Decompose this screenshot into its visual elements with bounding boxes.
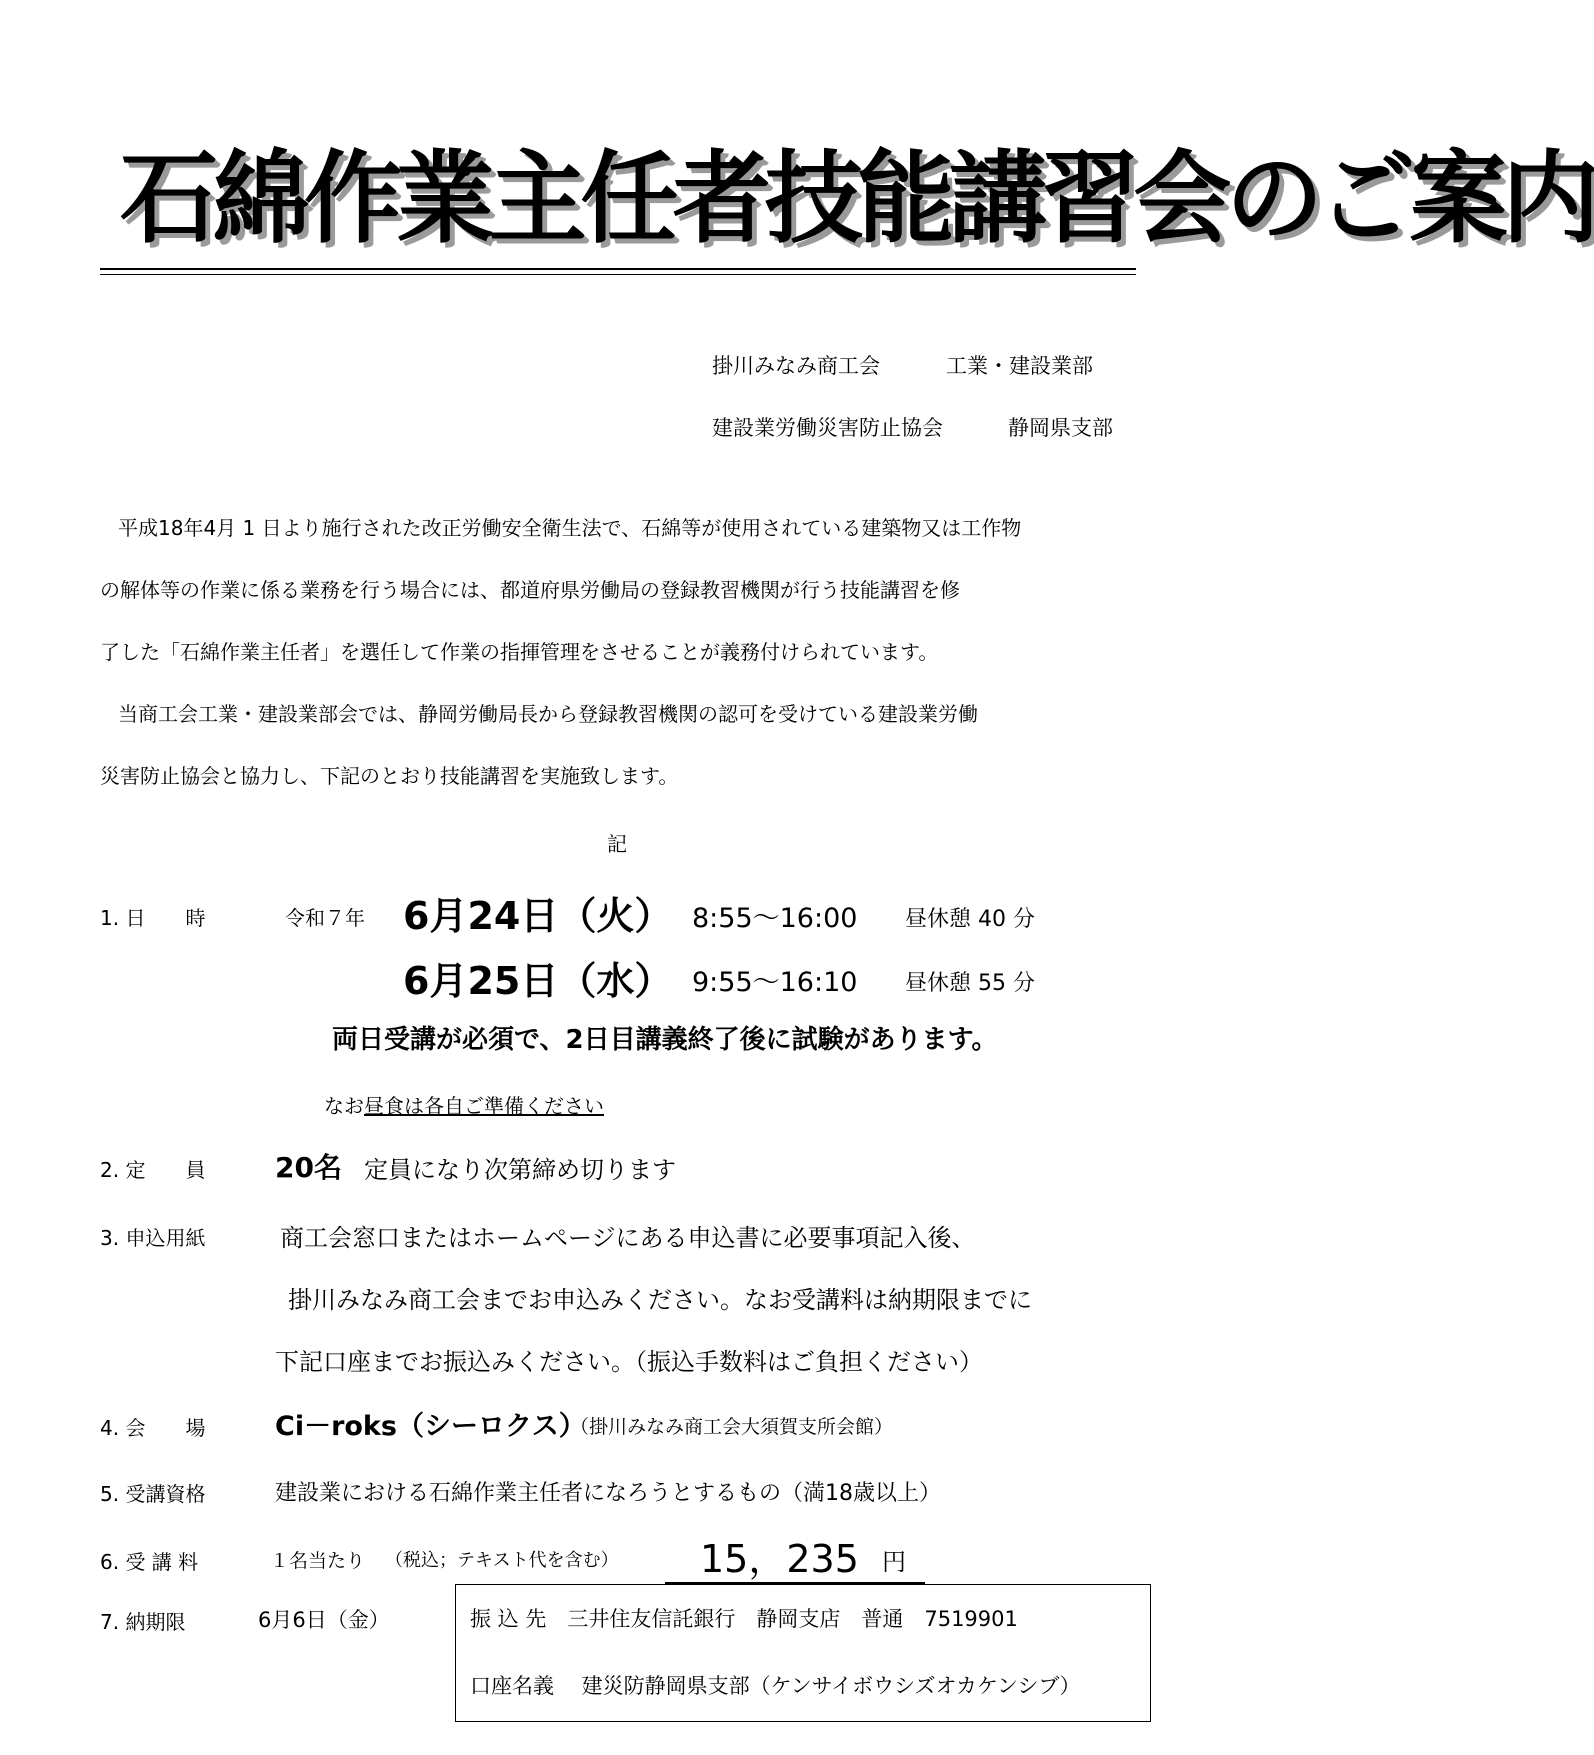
intro-line: 了した「石綿作業主任者」を選任して作業の指揮管理をさせることが義務付けられています。: [100, 640, 939, 664]
day1-break: 昼休憩 40 分: [905, 907, 1035, 932]
eligibility-value: 建設業における石綿作業主任者になろうとするもの（満18歳以上）: [275, 1481, 941, 1506]
lunch-note: [324, 1090, 604, 1119]
day1-date: 6月24日（火）: [403, 894, 673, 938]
organizer-2-name: 建設業労働災害防止協会: [712, 416, 943, 440]
capacity-value: 20名: [275, 1151, 342, 1184]
intro-line: 平成18年4月 1 日より施行された改正労働安全衛生法で、石綿等が使用されている建築物又は工作物: [118, 516, 1022, 540]
application-label: 3. 申込用紙: [100, 1226, 206, 1250]
day2-break: 昼休憩 55 分: [905, 971, 1035, 996]
lunch-text: 昼食は各自ご準備ください: [364, 1094, 604, 1118]
schedule-note: 両日受講が必須で、2日目講義終了後に試験があります。: [332, 1025, 998, 1055]
fee-label: 6. 受 講 料: [100, 1550, 199, 1574]
organizer-1-name: 掛川みなみ商工会: [712, 354, 880, 378]
ki-heading: 記: [607, 832, 627, 856]
venue-note: （掛川みなみ商工会大須賀支所会館）: [570, 1416, 894, 1438]
organizer-1-dept: 工業・建設業部: [946, 354, 1093, 378]
bank-info-box: [455, 1584, 1151, 1722]
fee-note: （税込；テキスト代を含む）: [385, 1550, 619, 1571]
lunch-prefix: なお: [324, 1094, 364, 1118]
intro-line: の解体等の作業に係る業務を行う場合には、都道府県労働局の登録教習機関が行う技能講習を修: [100, 578, 960, 602]
day2-time: 9:55～16:10: [692, 967, 858, 998]
day2-date: 6月25日（水）: [403, 959, 673, 1003]
eligibility-label: 5. 受講資格: [100, 1482, 206, 1506]
fee-unit: 円: [882, 1548, 906, 1576]
application-line: 商工会窓口またはホームページにある申込書に必要事項記入後、: [280, 1224, 976, 1252]
fee-per: １名当たり: [270, 1550, 366, 1572]
bank-line-1: 振 込 先 三井住友信託銀行 静岡支店 普通 7519901: [470, 1607, 1018, 1631]
venue-name: Ci－roks（シーロクス）: [275, 1411, 586, 1442]
day1-time: 8:55～16:00: [692, 903, 858, 934]
schedule-label: 1. 日 時: [100, 906, 206, 930]
application-line: 掛川みなみ商工会までお申込みください。なお受講料は納期限までに: [288, 1286, 1032, 1314]
bank-line-2: 口座名義 建災防静岡県支部（ケンサイボウシズオカケンシブ）: [470, 1674, 1081, 1698]
page-title: 石綿作業主任者技能講習会のご案内: [120, 140, 1594, 257]
intro-line: 災害防止協会と協力し、下記のとおり技能講習を実施致します。: [100, 764, 679, 788]
deadline-label: 7. 納期限: [100, 1610, 186, 1634]
fee-amount: 15，235: [700, 1537, 859, 1581]
capacity-note: 定員になり次第締め切ります: [364, 1156, 676, 1184]
capacity-label: 2. 定 員: [100, 1158, 206, 1182]
intro-line: 当商工会工業・建設業部会では、静岡労働局長から登録教習機関の認可を受けている建設業労働: [118, 702, 978, 726]
schedule-year: 令和７年: [285, 906, 365, 930]
deadline-value: 6月6日（金）: [258, 1608, 390, 1632]
title-rule-thin: [100, 274, 1136, 275]
application-line: 下記口座までお振込みください。（振込手数料はご負担ください）: [275, 1348, 983, 1376]
organizer-2-dept: 静岡県支部: [1008, 416, 1113, 440]
venue-label: 4. 会 場: [100, 1416, 206, 1440]
title-rule-thick: [100, 268, 1136, 270]
